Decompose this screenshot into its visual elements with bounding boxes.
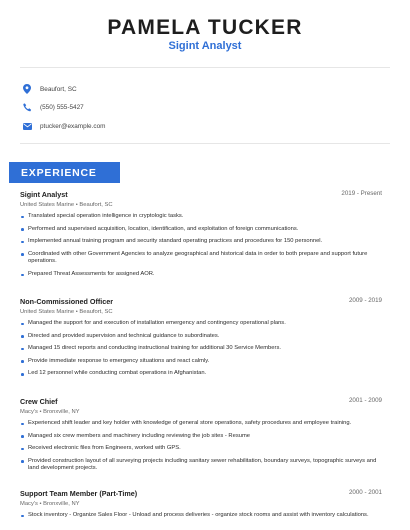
candidate-name: PAMELA TUCKER (107, 16, 303, 39)
job-bullets (20, 512, 382, 520)
bullet-item: Experienced shift leader and key holder with knowledge of general store operations, safety procedures and employee training. (20, 420, 382, 428)
phone-text: (550) 555-5427 (40, 103, 84, 111)
bullet-item: Prepared Threat Assessments for assigned AOR. (20, 271, 382, 279)
location-text: Beaufort, SC (40, 85, 77, 93)
bullet-item: Managed six crew members and machinery including reviewing the job sites - Resume (20, 433, 382, 441)
contact-location (22, 84, 77, 94)
job-bullets (20, 320, 382, 378)
bullet-item: Implemented annual training program and security standard operating practices and procedures for 150 personnel. (20, 238, 382, 246)
job-title: Non-Commissioned Officer (20, 297, 114, 306)
envelope-icon (22, 121, 32, 131)
contact-divider (20, 143, 390, 144)
job-organization: United States Marine • Beaufort, SC (20, 309, 113, 315)
job-title: Support Team Member (Part-Time) (20, 489, 138, 498)
bullet-item: Led 12 personnel while conducting combat operations in Afghanistan. (20, 370, 382, 378)
bullet-item: Coordinated with other Government Agencies to analyze geographical and historical data in order to both prepare and support future operations. (20, 251, 382, 266)
bullet-item: Managed the support for and execution of installation emergency and contingency operational plans. (20, 320, 382, 328)
bullet-item: Received electronic files from Engineers, worked with GPS. (20, 445, 382, 453)
contact-phone (22, 102, 84, 112)
location-pin-icon (22, 84, 32, 94)
contact-email (22, 121, 105, 131)
candidate-title: Sigint Analyst (168, 40, 242, 52)
bullet-item: Provide immediate response to emergency situations and react calmly. (20, 358, 382, 366)
bullet-item: Stock inventory - Organize Sales Floor - Unload and process deliveries - organize stock rooms and assist with inventory calculations. (20, 512, 382, 520)
job-bullets (20, 213, 382, 279)
job-title: Crew Chief (20, 397, 58, 406)
job-dates: 2019 - Present (341, 190, 382, 197)
job-organization: United States Marine • Beaufort, SC (20, 202, 113, 208)
bullet-item: Managed 15 direct reports and conducting instructional training for additional 30 Service Members. (20, 345, 382, 353)
experience-item (20, 190, 382, 284)
job-dates: 2000 - 2001 (348, 489, 382, 496)
job-title: Sigint Analyst (20, 190, 68, 199)
job-dates: 2009 - 2019 (348, 297, 382, 304)
experience-item (20, 297, 382, 383)
job-organization: Macy's • Bronxville, NY (20, 409, 80, 415)
email-text: ptucker@example.com (40, 122, 106, 130)
phone-icon (22, 102, 32, 112)
bullet-item: Translated special operation intelligence in cryptologic tasks. (20, 213, 382, 221)
bullet-item: Provided construction layout of all surveying projects including sanitary sewer rehabilitation, boundary surveys, topographic surveys and land development projects. (20, 458, 382, 473)
job-dates: 2001 - 2009 (348, 397, 382, 404)
bullet-item: Directed and provided supervision and technical guidance to subordinates. (20, 333, 382, 341)
experience-item (20, 397, 382, 478)
experience-heading: EXPERIENCE (9, 162, 120, 183)
bullet-item: Performed and supervised acquisition, location, identification, and exploitation of foreign communications. (20, 226, 382, 234)
header-divider (20, 67, 390, 68)
experience-item (20, 489, 382, 525)
job-bullets (20, 420, 382, 473)
job-organization: Macy's • Bronxville, NY (20, 501, 80, 507)
